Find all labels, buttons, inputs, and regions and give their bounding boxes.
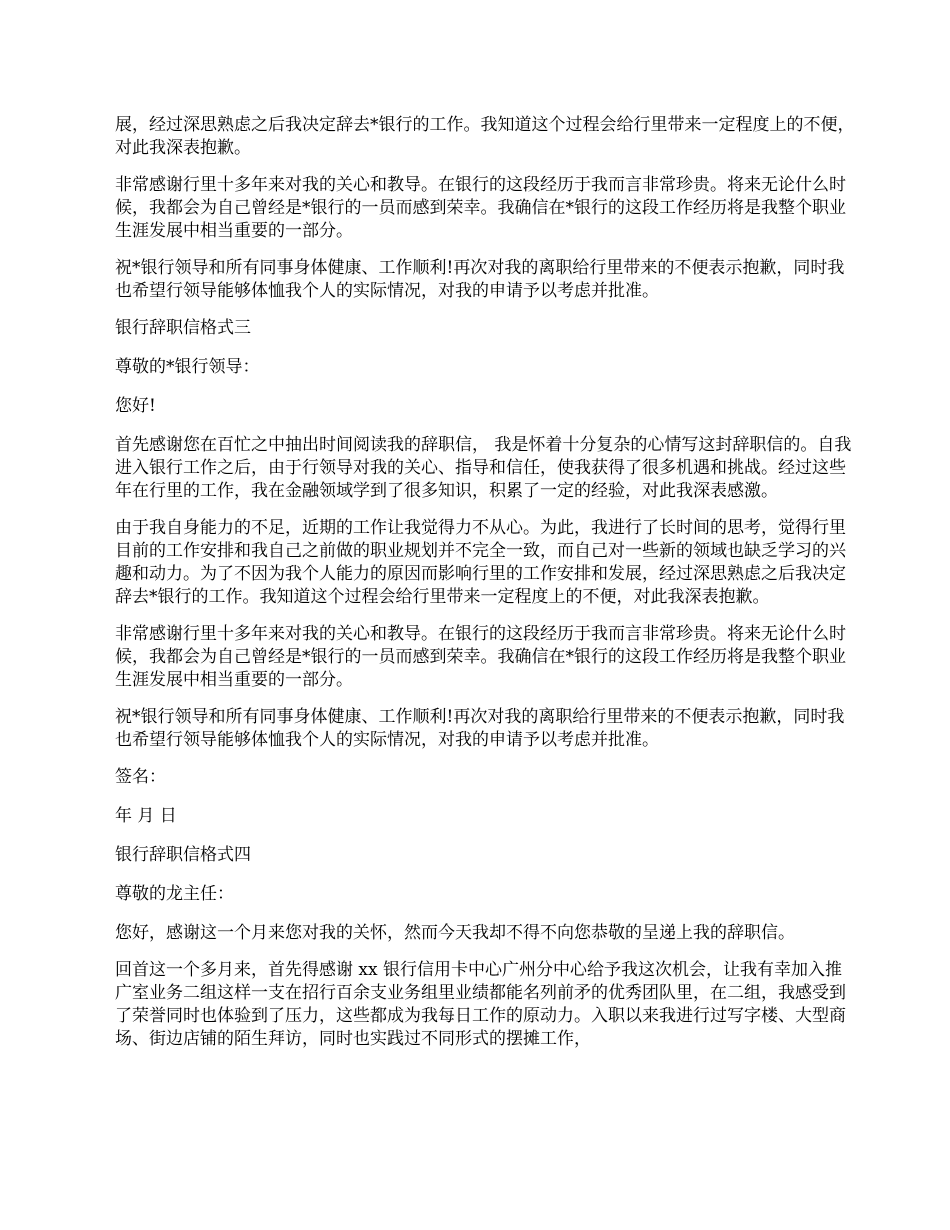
salutation-2: 尊敬的龙主任：: [115, 884, 234, 904]
paragraph-greeting-thanks: 您好，感谢这一个月来您对我的关怀，然而今天我却不得不向您恭敬的呈递上我的辞职信。: [115, 923, 795, 943]
salutation: 尊敬的*银行领导：: [115, 357, 260, 377]
paragraph-thanks: 非常感谢行里十多年来对我的关心和教导。在银行的这段经历于我而言非常珍贵。将来无论什么时候，我都会为自己曾经是*银行的一员而感到荣幸。我确信在*银行的这段工作经历将是我整个职业生涯发展中相当重要的一部分。: [115, 175, 846, 241]
paragraph-wishes-2: 祝*银行领导和所有同事身体健康、工作顺利!再次对我的离职给行里带来的不便表示抱歉，同时我也希望行领导能够体恤我个人的实际情况，对我的申请予以考虑并批准。: [115, 707, 845, 750]
paragraph-reason: 由于我自身能力的不足，近期的工作让我觉得力不从心。为此，我进行了长时间的思考，觉得行里目前的工作安排和我自己之前做的职业规划并不完全一致，而自己对一些新的领域也缺乏学习的兴趣和动力。为了不因为我个人能力的原因而影响行里的工作安排和发展，经过深思熟虑之后我决定辞去*银行的工作。我知道这个过程会给行里带来一定程度上的不便，对此我深表抱歉。: [115, 518, 846, 607]
section-heading-format-three: 银行辞职信格式三: [115, 318, 251, 338]
date-line: 年 月 日: [115, 806, 177, 826]
paragraph-retrospective: 回首这一个多月来，首先得感谢 xx 银行信用卡中心广州分中心给予我这次机会，让我有幸加入推广室业务二组这样一支在招行百余支业务组里业绩都能名列前矛的优秀团队里，在二组，我感受到了荣誉同时也体验到了压力，这些都成为我每日工作的原动力。入职以来我进行过写字楼、大型商场、街边店铺的陌生拜访，同时也实践过不同形式的摆摊工作，: [115, 960, 846, 1049]
greeting: 您好!: [115, 396, 156, 416]
paragraph-introduction: 首先感谢您在百忙之中抽出时间阅读我的辞职信， 我是怀着十分复杂的心情写这封辞职信的。自我进入银行工作之后，由于行领导对我的关心、指导和信任，使我获得了很多机遇和挑战。经过这些年在行里的工作，我在金融领域学到了很多知识，积累了一定的经验，对此我深表感激。: [115, 435, 852, 501]
section-heading-format-four: 银行辞职信格式四: [115, 845, 251, 865]
signature-label: 签名：: [115, 767, 166, 787]
paragraph-thanks-2: 非常感谢行里十多年来对我的关心和教导。在银行的这段经历于我而言非常珍贵。将来无论什么时候，我都会为自己曾经是*银行的一员而感到荣幸。我确信在*银行的这段工作经历将是我整个职业生涯发展中相当重要的一部分。: [115, 624, 846, 690]
paragraph-wishes: 祝*银行领导和所有同事身体健康、工作顺利!再次对我的离职给行里带来的不便表示抱歉，同时我也希望行领导能够体恤我个人的实际情况，对我的申请予以考虑并批准。: [115, 258, 845, 301]
paragraph-resignation-reason-end: 展，经过深思熟虑之后我决定辞去*银行的工作。我知道这个过程会给行里带来一定程度上的不便，对此我深表抱歉。: [115, 115, 855, 158]
document-page: [115, 114, 855, 1065]
